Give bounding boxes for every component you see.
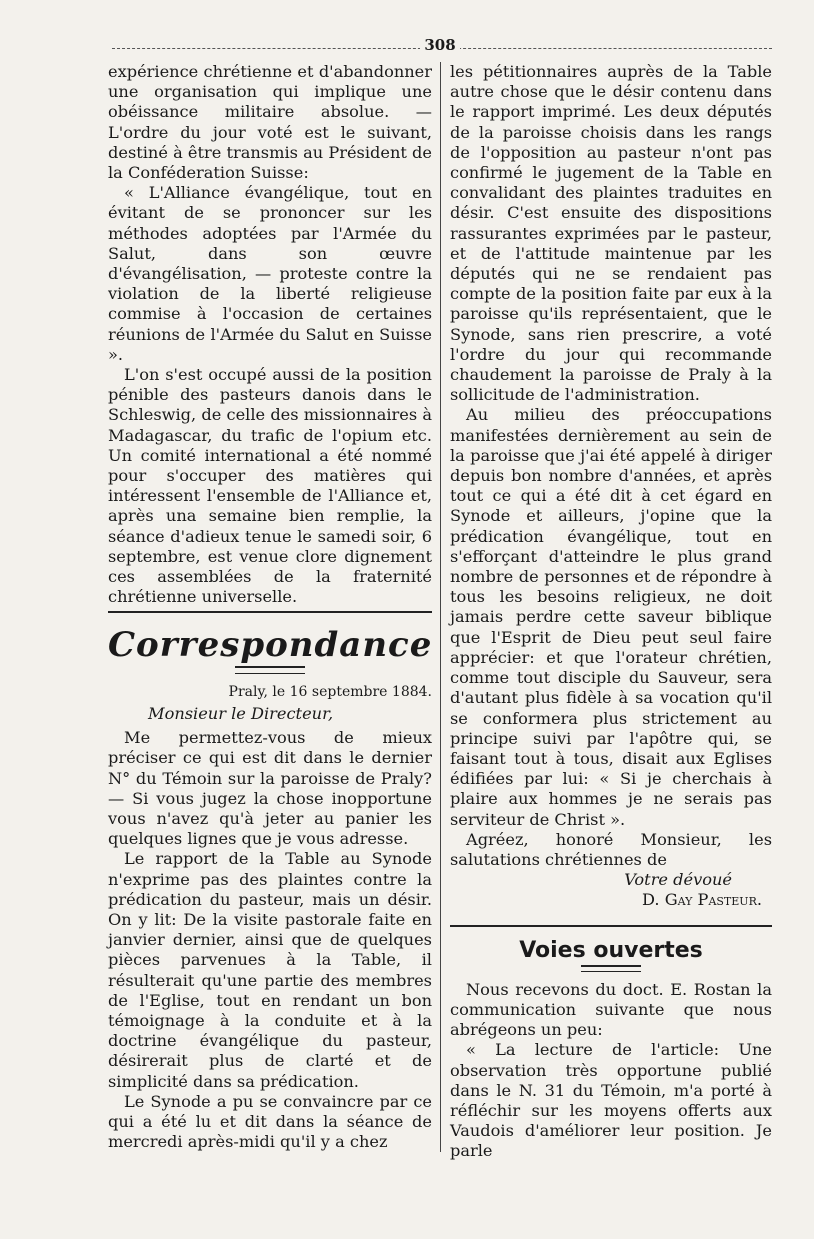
letter-paragraph-2: Le rapport de la Table au Synode n'exprime pas des plaintes contre la prédication du pasteur, mais un désir. On y lit: De la visite pastorale faite en janvier dernier, ainsi que de quelques pièces parvenues à la Table, il résulterait qu'une partie des membres de l'Eglise, tout en rendant un bon témoignage à la conduite et à la doctrine évangélique du pasteur, désirerait plus de clarté et de simplicité dans sa prédication. [108, 849, 432, 1091]
letter-paragraph-4: les pétitionnaires auprès de la Table autre chose que le désir contenu dans le rapport imprimé. Les deux députés de la paroisse choisis dans les rangs de l'opposition au pasteur n'ont pas confirmé le jugement de la Table en convalidant des plaintes traduites en désir. C'est ensuite des dispositions rassurantes exprimées par le pasteur, et de l'attitude maintenue par les députés qui ne se rendaient pas compte de la position faite par eux à la paroisse qu'ils représentaient, que le Synode, sans rien prescrire, a voté l'ordre du jour qui recommande chaudement la paroisse de Praly à la sollicitude de l'administration. [450, 62, 772, 405]
letter-closing: Votre dévoué [624, 870, 732, 890]
page-number: 308 [420, 36, 460, 54]
letter-paragraph-3: Le Synode a pu se convaincre par ce qui a été lu et dit dans la séance de mercredi après-midi qu'il y a chez [108, 1091, 432, 1152]
letter-salutation: Monsieur le Directeur, [148, 703, 334, 723]
letter-signature: D. Gay Pasteur. [642, 890, 762, 910]
voies-ouvertes-title: Voies ouvertes [519, 937, 703, 963]
section-separator [450, 925, 772, 927]
left-column [108, 62, 432, 1152]
letter-paragraph-1: Me permettez-vous de mieux préciser ce qui est dit dans le dernier N° du Témoin sur la paroisse de Praly? — Si vous jugez la chose inopportune vous n'avez qu'à jeter au panier les quelques lignes que je vous adresse. [108, 728, 432, 849]
letter-dateline: Praly, le 16 septembre 1884. [228, 683, 432, 700]
letter-closing-text: Agréez, honoré Monsieur, les salutations chrétiennes de [450, 829, 772, 869]
alliance-paragraph-1: expérience chrétienne et d'abandonner une organisation qui implique une obéissance militaire absolue. — L'ordre du jour voté est le suivant, destiné à être transmis au Président de la Conféderation Suisse: [108, 62, 432, 183]
voies-paragraph-2: « La lecture de l'article: Une observation très opportune publié dans le N. 31 du Témoin, m'a porté à réfléchir sur les moyens offerts aux Vaudois d'améliorer leur position. Je parle [450, 1040, 772, 1161]
letter-paragraph-5: Au milieu des préoccupations manifestées dernièrement au sein de la paroisse que j'ai été appelé à diriger depuis bon nombre d'années, et après tout ce qui a été dit à cet égard en Synode et ailleurs, j'opine que la prédication évangélique, tout en s'efforçant d'atteindre le plus grand nombre de personnes et de répondre à tous les besoins religieux, ne doit jamais perdre cette saveur biblique que l'Esprit de Dieu peut seul faire apprécier: et que l'orateur chrétien, comme tout disciple du Sauveur, sera d'autant plus fidèle à sa vocation qu'il se conformera plus strictement au principe suivi par l'apôtre qui, se faisant tout à tous, disait aux Eglises édifiées par lui: « Si je cherchais à plaire aux hommes je ne serais pas serviteur de Christ ». [450, 405, 772, 829]
column-divider [440, 62, 441, 1152]
alliance-resolution: « L'Alliance évangélique, tout en évitant de se prononcer sur les méthodes adoptées par l'Armée du Salut, dans son œuvre d'évangélisation, — proteste contre la violation de la liberté religieuse commise à l'occasion de certaines réunions de l'Armée du Salut en Suisse ». [108, 183, 432, 364]
alliance-paragraph-2: L'on s'est occupé aussi de la position pénible des pasteurs danois dans le Schleswig, de celle des missionnaires à Madagascar, du trafic de l'opium etc. Un comité international a été nommé pour s'occuper des matières qui intéressent l'ensemble de l'Alliance et, après una semaine bien remplie, la séance d'adieux tenue le samedi soir, 6 septembre, est venue clore dignement ces assemblées de la fraternité chrétienne universelle. [108, 365, 432, 607]
title-ornament [581, 965, 641, 972]
title-ornament [235, 666, 305, 674]
section-separator [108, 611, 432, 613]
right-column [450, 62, 772, 1162]
voies-paragraph-1: Nous recevons du doct. E. Rostan la communication suivante que nous abrégeons un peu: [450, 979, 772, 1040]
correspondance-title: Correspondance [108, 625, 433, 666]
